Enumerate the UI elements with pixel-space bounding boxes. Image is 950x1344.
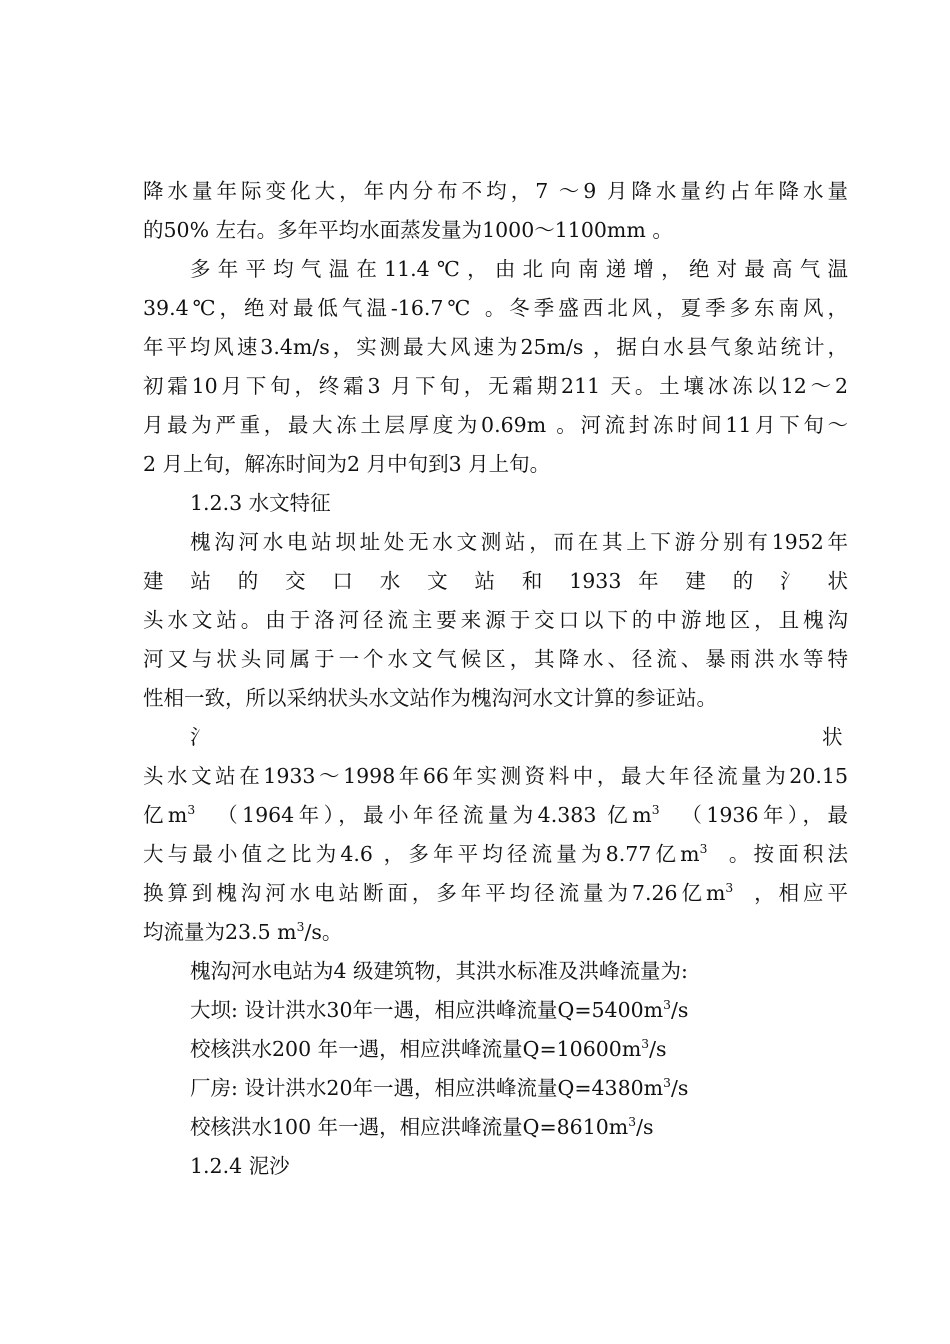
flood-standard-line: 校核洪水200 年一遇，相应洪峰流量$Q=10600m^3/s$ (190, 1037, 667, 1061)
paragraph-line: 39.4℃，绝对最低气温-16.7℃ 。冬季盛西北风，夏季多东南风， (143, 296, 848, 320)
paragraph-line: 性相一致，所以采纳状头水文站作为槐沟河水文计算的参证站。 (143, 686, 717, 710)
paragraph-line: 均流量为23.5 $m^3/s$。 (143, 920, 343, 944)
paragraph-line: 亿$m^3$ （1964年），最小年径流量为4.383 亿$m^3$ （1936年），最 (143, 803, 848, 827)
flood-standard-line: 大坝: 设计洪水30年一遇，相应洪峰流量$Q=5400m^3/s$ (190, 998, 689, 1022)
paragraph-line: 降水量年际变化大，年内分布不均，7 ～9 月降水量约占年降水量 (143, 179, 848, 203)
section-heading: 1.2.3 水文特征 (190, 491, 331, 515)
paragraph-line: 年平均风速3.4m/s，实测最大风速为25m/s ，据白水县气象站统计， (143, 335, 848, 359)
paragraph-line: 初霜10月下旬，终霜3 月下旬，无霜期211 天。土壤冰冻以12～2 (143, 374, 848, 398)
paragraph-line: 换算到槐沟河水电站断面，多年平均径流量为7.26亿$m^3$ ，相应平 (143, 881, 848, 905)
flood-standard-line: 厂房: 设计洪水20年一遇，相应洪峰流量$Q=4380m^3/s$ (190, 1076, 689, 1100)
paragraph-line: 槐沟河水电站为4 级建筑物，其洪水标准及洪峰流量为: (190, 959, 688, 983)
split-line (0, 718, 950, 757)
split-line-right: 状 (822, 725, 843, 749)
paragraph-line: 河又与状头同属于一个水文气候区，其降水、径流、暴雨洪水等特 (143, 647, 848, 671)
paragraph-line: 多年平均气温在11.4℃，由北向南递增，绝对最高气温 (190, 257, 848, 281)
paragraph-line: 头水文站。由于洛河径流主要来源于交口以下的中游地区，且槐沟 (143, 608, 848, 632)
paragraph-line: 2 月上旬，解冻时间为2 月中旬到3 月上旬。 (143, 452, 551, 476)
paragraph-line: 建 站 的 交 口 水 文 站 和 1933 年 建 的 氵 状 (143, 569, 848, 593)
paragraph-line: 月最为严重，最大冻土层厚度为0.69m 。河流封冻时间11月下旬～ (143, 413, 848, 437)
paragraph-line: 槐沟河水电站坝址处无水文测站，而在其上下游分别有1952年 (190, 530, 848, 554)
paragraph-line: 大与最小值之比为4.6 ，多年平均径流量为8.77亿$m^3$ 。按面积法 (143, 842, 848, 866)
flood-standard-line: 校核洪水100 年一遇，相应洪峰流量$Q=8610m^3/s$ (190, 1115, 654, 1139)
paragraph-line: 头水文站在1933～1998年66年实测资料中，最大年径流量为20.15 (143, 764, 848, 788)
paragraph-line: 的50% 左右。多年平均水面蒸发量为1000～1100mm 。 (143, 218, 673, 242)
section-heading: 1.2.4 泥沙 (190, 1154, 290, 1178)
split-line-left: 氵 (190, 725, 211, 749)
